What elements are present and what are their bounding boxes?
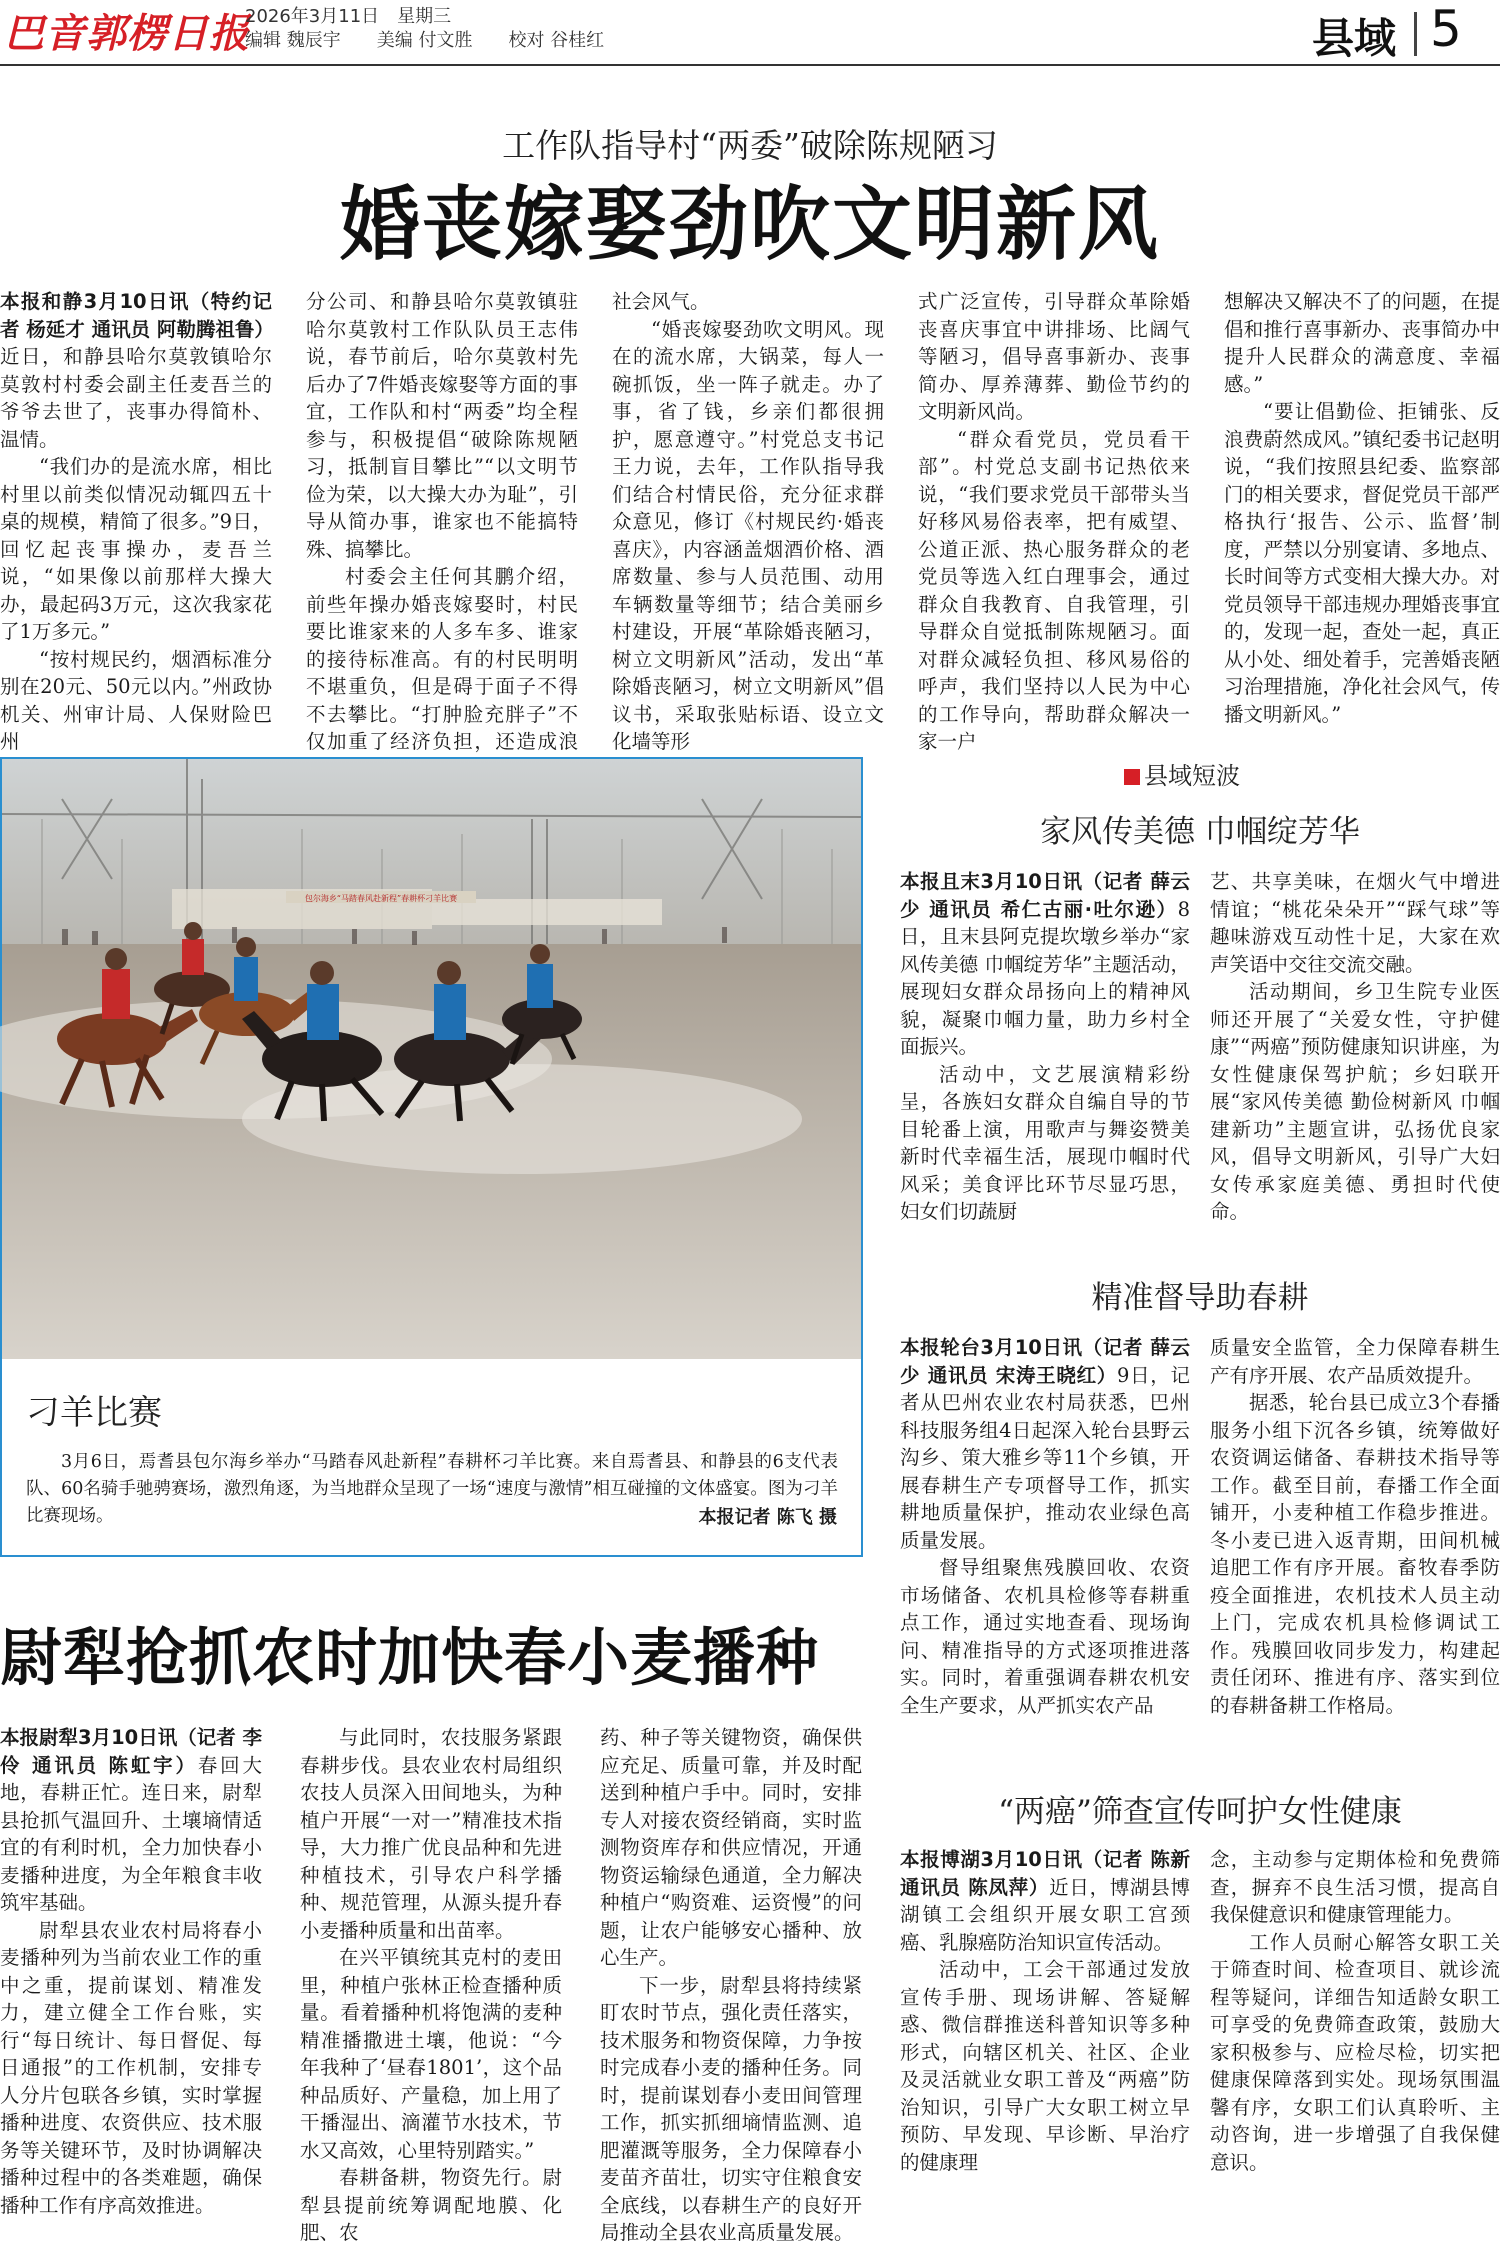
brief-2-column-2	[1210, 1334, 1500, 1744]
issue-date: 2026年3月11日 星期三	[245, 6, 452, 27]
event-banner: 包尔海乡“马踏春风赴新程”春耕杯刁羊比赛	[304, 894, 458, 903]
red-square-icon	[1124, 769, 1140, 785]
brief-1-text: 8日，且末县阿克提坎墩乡举办“家风传美德 巾帼绽芳华”主题活动，展现妇女群众昂扬向上的精神风貌，凝聚巾帼力量，助力乡村全面振兴。	[900, 897, 1190, 1058]
section-divider	[1414, 12, 1417, 56]
lead-column-4	[918, 288, 1190, 753]
paper-logo: 巴音郭楞日报	[4, 11, 250, 57]
brief-2-para: 督导组聚焦残膜回收、农资市场储备、农机具检修等春耕重点工作，通过实地查看、现场询问、精准指导的方式逐项推进落实。同时，着重强调春耕农机安全生产要求，从严抓实农产品	[900, 1556, 1190, 1717]
brief-3-para	[900, 1846, 1190, 1956]
lead-column-5	[1224, 288, 1500, 726]
issue-staff: 编辑 魏辰宇 美编 付文胜 校对 谷桂红	[245, 30, 605, 51]
brief-1-column-2	[1210, 868, 1500, 1238]
lead-col4-para: “群众看党员，党员看干部”。村党总支副书记热依来说，“我们要求党员干部带头当好移风易俗表率，把有威望、公道正派、热心服务群众的老党员等选入红白理事会，通过群众自我教育、自我管理，引导群众自觉抵制陈规陋习。面对群众减轻负担、移风易俗的呼声，我们坚持以人民为中心的工作导向，帮助群众解决一家一户	[918, 427, 1190, 753]
story2-col3-para: 药、种子等关键物资，确保供应充足、质量可靠，并及时配送到种植户手中。同时，安排专人对接农资经销商，实时监测物资库存和供应情况，开通物资运输绿色通道，全力解决种植户“购资难、运资慢”的问题，让农户能够安心播种、放心生产。	[600, 1726, 862, 1969]
lead-col1-para: “我们办的是流水席，相比村里以前类似情况动辄四五十桌的规模，精简了很多。”9日，回忆起丧事操办，麦吾兰说，“如果像以前那样大操大办，最起码3万元，这次我家花了1万多元。”	[0, 455, 272, 643]
story2-col2-para: 春耕备耕，物资先行。尉犁县提前统筹调配地膜、化肥、农	[300, 2166, 562, 2244]
lead-byline: 本报和静3月10日讯（特约记者 杨延才 通讯员 阿勒腾祖鲁）	[0, 290, 274, 341]
brief-2-para: 质量安全监管，全力保障春耕生产有序开展、农产品质效提升。	[1210, 1336, 1500, 1387]
story2-headline: 尉犁抢抓农时加快春小麦播种	[0, 1621, 820, 1694]
brief-2-byline: 本报轮台3月10日讯（记者 薛云少 通讯员 宋涛王晓红）	[900, 1336, 1190, 1387]
lead-col3-para: “婚丧嫁娶劲吹文明风。现在的流水席，大锅菜，每人一碗抓饭，坐一阵子就走。办了事，省了钱，乡亲们都很拥护，愿意遵守。”村党总支书记王力说，去年，工作队指导我们结合村情民俗，充分征求群众意见，修订《村规民约·婚丧喜庆》，内容涵盖烟酒价格、酒席数量、参与人员范围、动用车辆数量等细节；结合美丽乡村建设，开展“革除婚丧陋习，树立文明新风”活动，发出“革除婚丧陋习，树立文明新风”倡议书，采取张贴标语、设立文化墙等形	[612, 317, 884, 753]
photo-feature	[0, 757, 863, 1557]
brief-1-byline: 本报且末3月10日讯（记者 薛云少 通讯员 希仁古丽·吐尔逊）	[900, 870, 1190, 921]
lead-col2-para: 村委会主任何其鹏介绍，前些年操办婚丧嫁娶时，村民要比谁家来的人多车多、谁家的接待标准高。有的村民明明不堪重负，但是碍于面子不得不去攀比。“打肿脸充胖子”不仅加重了经济负担，还造成浪	[306, 565, 578, 753]
photo-title: 刁羊比赛	[26, 1393, 162, 1433]
brief-1-para	[900, 868, 1190, 1061]
lead-col3-para: 社会风气。	[612, 290, 710, 313]
lead-headline: 婚丧嫁娶劲吹文明新风	[340, 178, 1160, 271]
brief-3-para: 念，主动参与定期体检和免费筛查，摒弃不良生活习惯，提高自我保健意识和健康管理能力。	[1210, 1848, 1500, 1926]
brief-2-para	[900, 1334, 1190, 1554]
photo-credit: 本报记者 陈飞 摄	[698, 1507, 837, 1528]
brief-1-title: 家风传美德 巾帼绽芳华	[1040, 814, 1360, 850]
brief-3-para: 工作人员耐心解答女职工关于筛查时间、检查项目、就诊流程等疑问，详细告知适龄女职工可享受的免费筛查政策，鼓励大家积极参与、应检尽检，切实把健康保障落到实处。现场氛围温馨有序，女职工们认真聆听、主动咨询，进一步增强了自我保健意识。	[1210, 1930, 1500, 2174]
section-name: 县域	[1312, 14, 1397, 63]
briefs-column-header	[1124, 756, 1240, 791]
story2-col2-para: 与此同时，农技服务紧跟春耕步伐。县农业农村局组织农技人员深入田间地头，为种植户开展“一对一”精准技术指导，大力推广优良品种和先进种植技术，引导农户科学播种、规范管理，从源头提升春小麦播种质量和出苗率。	[300, 1726, 562, 1942]
page-number: 5	[1430, 0, 1462, 58]
story2-col1-text: 春回大地，春耕正忙。连日来，尉犁县抢抓气温回升、土壤墒情适宜的有利时机，全力加快春小麦播种进度，为全年粮食丰收筑牢基础。	[0, 1753, 262, 1914]
lead-column-3	[612, 288, 884, 753]
briefs-header-label: 县域短波	[1144, 762, 1240, 790]
brief-3-column-1	[900, 1846, 1190, 2186]
story2-col1-para	[0, 1724, 262, 1917]
lead-col1-para	[0, 288, 272, 453]
lead-col5-para: “要让倡勤俭、拒铺张、反浪费蔚然成风。”镇纪委书记赵明说，“我们按照县纪委、监察部门的相关要求，督促党员干部严格执行‘报告、公示、监督’制度，严禁以分别宴请、多地点、长时间等方式变相大操大办。对党员领导干部违规办理婚丧事宜的，发现一起，查处一起，真正从小处、细处着手，完善婚丧陋习治理措施，净化社会风气，传播文明新风。”	[1224, 400, 1500, 726]
masthead	[0, 0, 1500, 66]
lead-column-1	[0, 288, 274, 753]
lead-col1-text: 近日，和静县哈尔莫敦镇哈尔莫敦村村委会副主任麦吾兰的爷爷去世了，丧事办得简朴、温情。	[0, 345, 272, 451]
lead-col4-para: 式广泛宣传，引导群众革除婚丧喜庆事宜中讲排场、比阔气等陋习，倡导喜事新办、丧事简办、厚养薄葬、勤俭节约的文明新风尚。	[918, 290, 1190, 423]
story2-column-1	[0, 1724, 262, 2217]
lead-kicker: 工作队指导村“两委”破除陈规陋习	[502, 126, 998, 165]
brief-2-column-1	[900, 1334, 1190, 1744]
brief-1-para: 艺、共享美味，在烟火气中增进情谊；“桃花朵朵开”“踩气球”等趣味游戏互动性十足，大家在欢声笑语中交往交流交融。	[1210, 870, 1500, 976]
lead-column-2	[306, 288, 578, 753]
brief-3-title: “两癌”筛查宣传呵护女性健康	[998, 1794, 1402, 1830]
brief-1-para: 活动中，文艺展演精彩纷呈，各族妇女群众自编自导的节目轮番上演，用歌声与舞姿赞美新时代幸福生活，展现巾帼时代风采；美食评比环节尽显巧思，妇女们切蔬厨	[900, 1062, 1190, 1223]
lead-col5-para: 想解决又解决不了的问题，在提倡和推行喜事新办、丧事简办中提升人民群众的满意度、幸福感。”	[1224, 290, 1500, 396]
brief-1-para: 活动期间，乡卫生院专业医师还开展了“关爱女性，守护健康”“两癌”预防健康知识讲座，为女性健康保驾护航；乡妇联开展“家风传美德 勤俭树新风 巾帼建新功”主题宣讲，弘扬优良家风，倡导文明新风，引导广大妇女传承家庭美德、勇担时代使命。	[1210, 980, 1500, 1223]
brief-2-para: 据悉，轮台县已成立3个春播服务小组下沉各乡镇，统筹做好农资调运储备、春耕技术指导等工作。截至目前，春播工作全面铺开，小麦种植工作稳步推进。冬小麦已进入返青期，田间机械追肥工作有序开展。畜牧春季防疫全面推进，农机技术人员主动上门，完成农机具检修调试工作。残膜回收同步发力，构建起责任闭环、推进有序、落实到位的春耕备耕工作格局。	[1210, 1391, 1500, 1717]
brief-3-byline: 本报博湖3月10日讯（记者 陈新 通讯员 陈凤萍）	[900, 1848, 1190, 1899]
photo-caption: 3月6日，焉耆县包尔海乡举办“马踏春风赴新程”春耕杯刁羊比赛。来自焉耆县、和静县的6支代表队、60名骑手驰骋赛场，激烈角逐，为当地群众呈现了一场“速度与激情”相互碰撞的文体盛宴。图为刁羊比赛现场。	[26, 1452, 838, 1526]
story2-column-2	[300, 1724, 562, 2244]
brief-2-title: 精准督导助春耕	[1091, 1280, 1309, 1316]
lead-col1-para: “按村规民约，烟酒标准分别在20元、50元以内。”州政协机关、州审计局、人保财险巴州	[0, 647, 272, 753]
story2-col3-para: 下一步，尉犁县将持续紧盯农时节点，强化责任落实，技术服务和物资保障，力争按时完成春小麦的播种任务。同时，提前谋划春小麦田间管理工作，抓实抓细墒情监测、追肥灌溉等服务，全力保障春小麦苗齐苗壮，切实守住粮食安全底线，以春耕生产的良好开局推动全县农业高质量发展。	[600, 1973, 862, 2244]
story2-column-3	[600, 1724, 862, 2244]
brief-2-text: 9日，记者从巴州农业农村局获悉，巴州科技服务组4日起深入轮台县野云沟乡、策大雅乡等11个乡镇，开展春耕生产专项督导工作，抓实耕地质量保护，推动农业绿色高质量发展。	[900, 1363, 1190, 1552]
brief-1-column-1	[900, 868, 1190, 1238]
story2-col2-para: 在兴平镇统其克村的麦田里，种植户张林正检查播种质量。看着播种机将饱满的麦种精准播撒进土壤，他说：“今年我种了‘昼春1801’，这个品种品质好、产量稳，加上用了干播湿出、滴灌节水技术，节水又高效，心里特别踏实。”	[300, 1946, 562, 2162]
photo-illustration	[2, 759, 861, 1359]
brief-3-text: 近日，博湖县博湖镇工会组织开展女职工宫颈癌、乳腺癌防治知识宣传活动。	[900, 1875, 1190, 1954]
brief-3-column-2	[1210, 1846, 1500, 2186]
brief-3-para: 活动中，工会干部通过发放宣传手册、现场讲解、答疑解惑、微信群推送科普知识等多种形式，向辖区机关、社区、企业及灵活就业女职工普及“两癌”防治知识，引导广大女职工树立早预防、早发现、早诊断、早治疗的健康理	[900, 1958, 1190, 2174]
lead-col2-para: 分公司、和静县哈尔莫敦镇驻哈尔莫敦村工作队队员王志伟说，春节前后，哈尔莫敦村先后办了7件婚丧嫁娶等方面的事宜，工作队和村“两委”均全程参与，积极提倡“破除陈规陋习，抵制盲目攀比”“以文明节俭为荣，以大操大办为耻”，引导从简办事，谁家也不能搞特殊、搞攀比。	[306, 290, 578, 561]
story2-byline: 本报尉犁3月10日讯（记者 李伶 通讯员 陈虹宇）	[0, 1726, 262, 1777]
buzkashi-photo	[2, 759, 861, 1359]
story2-col1-para: 尉犁县农业农村局将春小麦播种列为当前农业工作的重中之重，提前谋划、精准发力，建立健全工作台账，实行“每日统计、每日督促、每日通报”的工作机制，安排专人分片包联各乡镇，实时掌握播种进度、农资供应、技术服务等关键环节，及时协调解决播种过程中的各类难题，确保播种工作有序高效推进。	[0, 1918, 262, 2217]
